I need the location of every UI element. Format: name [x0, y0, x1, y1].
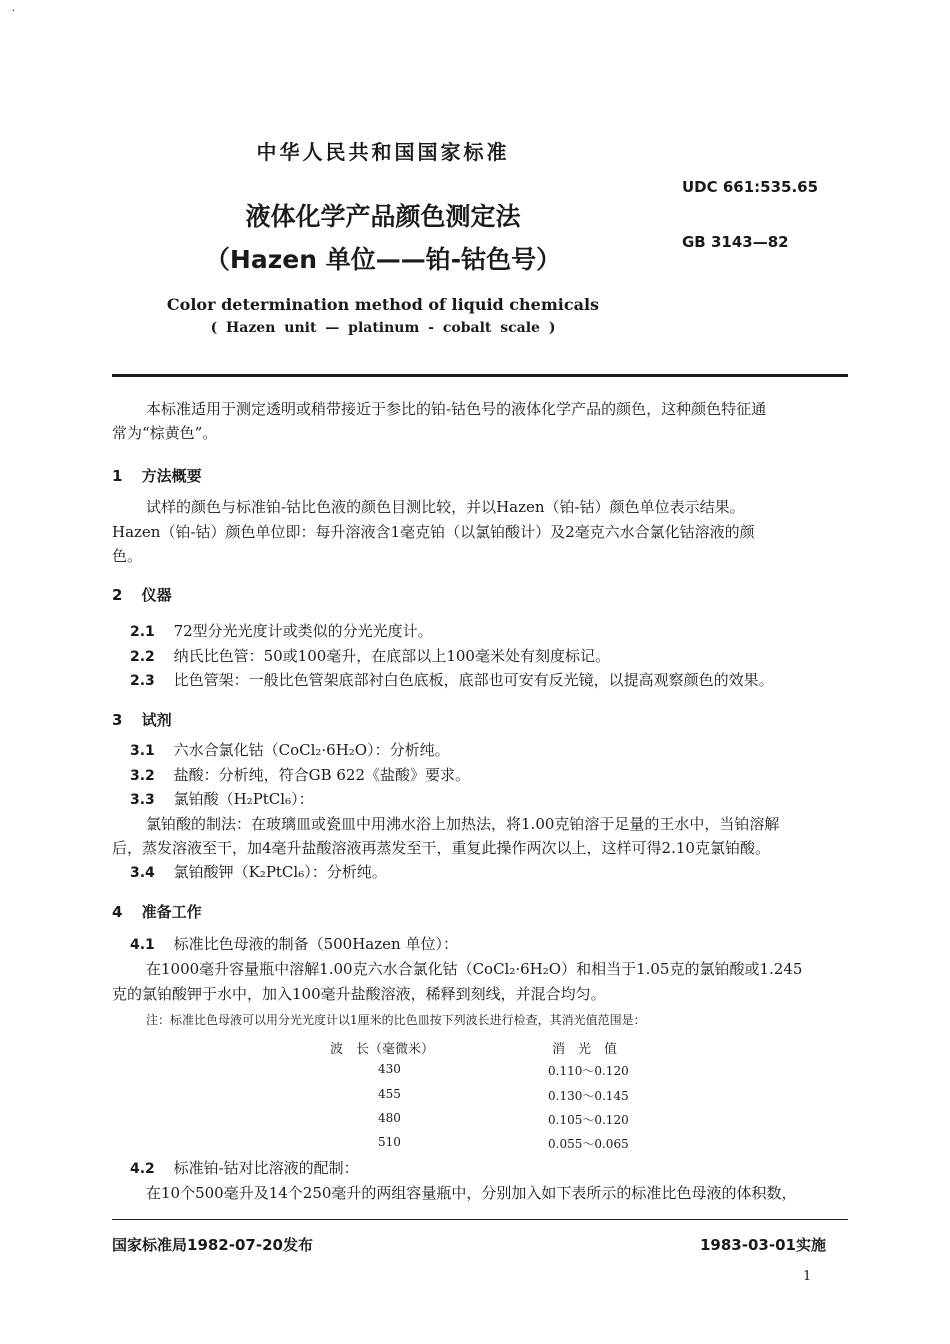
table-cell-absorbance: 0.110～0.120 — [548, 1064, 629, 1078]
item-number: 2.3 — [130, 673, 155, 689]
national-standard-heading: 中华人民共和国国家标准 — [256, 140, 510, 164]
table-cell-absorbance: 0.105～0.120 — [548, 1113, 629, 1127]
item-text: 72型分光光度计或类似的分光光度计。 — [173, 622, 433, 640]
item-number: 4.1 — [130, 937, 155, 953]
english-subtitle: ( Hazen unit — platinum - cobalt scale ) — [210, 320, 556, 336]
item-number: 3.3 — [130, 792, 155, 808]
item-text: 氯铂酸钾（K₂PtCl₆）：分析纯。 — [173, 863, 387, 881]
section-number: 4 — [112, 903, 123, 921]
item-text: 比色管架：一般比色管架底部衬白色底板，底部也可安有反光镜，以提高观察颜色的效果。 — [173, 671, 774, 689]
list-item — [130, 645, 610, 666]
sec1-line-1: 试样的颜色与标准铂-钴比色液的颜色目测比较，并以Hazen（铂-钴）颜色单位表示结果。 — [146, 498, 745, 516]
english-title: Color determination method of liquid chemicals — [166, 295, 600, 314]
item-text: 盐酸：分析纯，符合GB 622《盐酸》要求。 — [173, 766, 470, 784]
list-item — [130, 1157, 359, 1178]
prep-line-2: 后，蒸发溶液至干，加4毫升盐酸溶液再蒸发至干，重复此操作两次以上，这样可得2.10克氯铂酸。 — [112, 839, 770, 857]
intro-line-2: 常为“棕黄色”。 — [112, 424, 218, 442]
item-number: 3.2 — [130, 768, 155, 784]
section-title: 试剂 — [141, 711, 172, 729]
list-item — [130, 764, 470, 785]
footer-divider — [112, 1219, 848, 1220]
udc-code: UDC 661:535.65 — [682, 178, 819, 196]
sec1-line-3: 色。 — [112, 547, 143, 565]
section-2-heading — [112, 584, 172, 605]
item-number: 4.2 — [130, 1161, 155, 1177]
gb-number: GB 3143—82 — [682, 233, 789, 251]
sec4-1-line-2: 克的氯铂酸钾于水中，加入100毫升盐酸溶液，稀释到刻线，并混合均匀。 — [112, 985, 606, 1003]
sec4-1-line-1: 在1000毫升容量瓶中溶解1.00克六水合氯化钴（CoCl₂·6H₂O）和相当于1.05克的氯铂酸或1.245 — [146, 960, 803, 978]
section-title: 方法概要 — [141, 467, 202, 485]
item-text: 氯铂酸（H₂PtCl₆）： — [173, 790, 314, 808]
section-3-heading — [112, 709, 172, 730]
section-title: 仪器 — [141, 586, 172, 604]
section-number: 2 — [112, 586, 123, 604]
section-4-heading — [112, 901, 202, 922]
section-1-heading — [112, 465, 202, 486]
item-number: 2.1 — [130, 624, 155, 640]
sec1-line-2: Hazen（铂-钴）颜色单位即：每升溶液含1毫克铂（以氯铂酸计）及2毫克六水合氯化钴溶液的颜 — [112, 523, 755, 541]
table-cell-wavelength: 455 — [378, 1087, 401, 1101]
corner-mark: · — [12, 6, 16, 17]
table-cell-wavelength: 510 — [378, 1135, 401, 1149]
effective-date: 1983-03-01实施 — [700, 1236, 826, 1254]
list-item — [130, 669, 774, 690]
header-divider — [112, 374, 848, 377]
note: 注：标准比色母液可以用分光光度计以1厘米的比色皿按下列波长进行检查，其消光值范围是： — [146, 1013, 646, 1027]
list-item — [130, 788, 314, 809]
intro-line-1: 本标准适用于测定透明或稍带接近于参比的铂-钴色号的液体化学产品的颜色，这种颜色特征通 — [146, 400, 767, 418]
table-cell-wavelength: 480 — [378, 1111, 401, 1125]
document-title: 液体化学产品颜色测定法 — [245, 202, 521, 231]
section-number: 3 — [112, 711, 123, 729]
item-text: 六水合氯化钴（CoCl₂·6H₂O）：分析纯。 — [173, 741, 450, 759]
item-number: 2.2 — [130, 649, 155, 665]
column-header-absorbance: 消 光 值 — [552, 1042, 618, 1057]
list-item — [130, 739, 450, 760]
document-subtitle: （Hazen 单位——铂-钴色号） — [204, 245, 562, 274]
list-item — [130, 861, 387, 882]
section-number: 1 — [112, 467, 123, 485]
column-header-wavelength: 波 长（毫微米） — [330, 1042, 435, 1057]
list-item — [130, 620, 433, 641]
sec4-2-line-1: 在10个500毫升及14个250毫升的两组容量瓶中，分别加入如下表所示的标准比色母液的体积数， — [146, 1184, 797, 1202]
table-cell-absorbance: 0.130～0.145 — [548, 1089, 629, 1103]
table-cell-wavelength: 430 — [378, 1062, 401, 1076]
section-title: 准备工作 — [141, 903, 202, 921]
item-number: 3.1 — [130, 743, 155, 759]
prep-line-1: 氯铂酸的制法：在玻璃皿或瓷皿中用沸水浴上加热法，将1.00克铂溶于足量的王水中，当铂溶解 — [146, 815, 780, 833]
page-number: 1 — [803, 1269, 812, 1284]
issue-date: 国家标准局1982-07-20发布 — [112, 1236, 313, 1254]
item-text: 标准比色母液的制备（500Hazen 单位）： — [173, 935, 458, 953]
table-cell-absorbance: 0.055～0.065 — [548, 1137, 629, 1151]
item-text: 标准铂-钴对比溶液的配制： — [173, 1159, 359, 1177]
list-item — [130, 933, 458, 954]
item-text: 纳氏比色管：50或100毫升，在底部以上100毫米处有刻度标记。 — [173, 647, 610, 665]
item-number: 3.4 — [130, 865, 155, 881]
